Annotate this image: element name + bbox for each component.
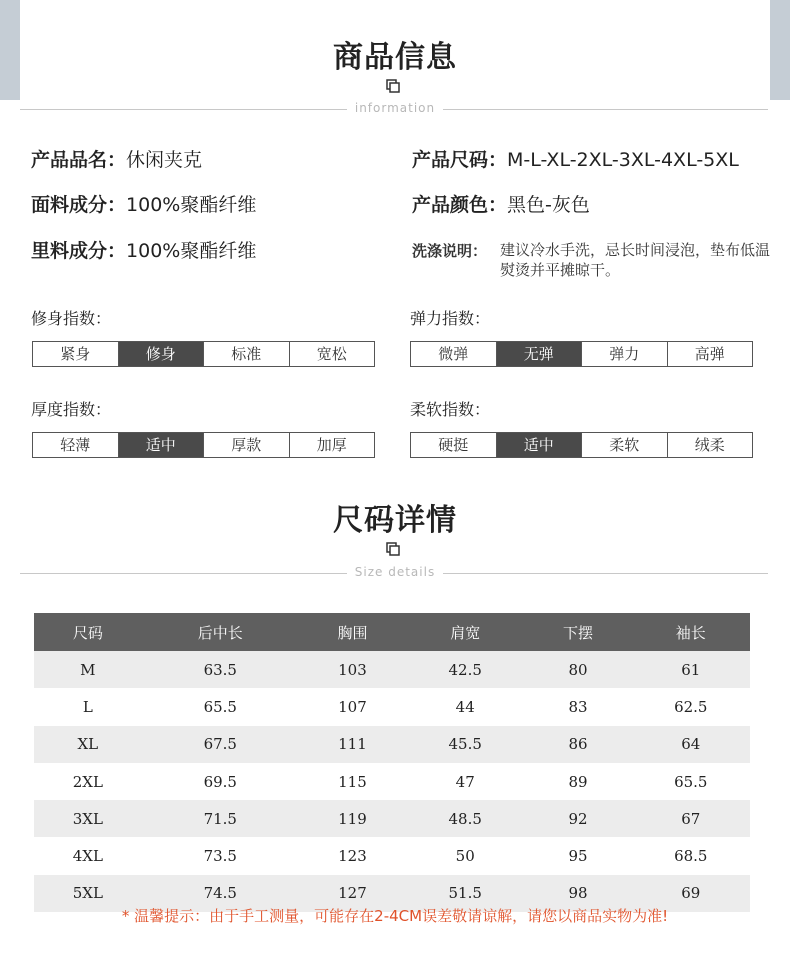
table-row (34, 763, 750, 800)
table-row (34, 800, 750, 837)
section-subtitle: Size details (0, 565, 790, 579)
softness-option: 绒柔 (667, 433, 753, 457)
table-cell: 62.5 (674, 697, 708, 716)
thickness-index-selector (32, 432, 375, 458)
table-cell: 98 (524, 875, 631, 912)
table-cell: 47 (455, 772, 475, 791)
softness-option: 柔软 (581, 433, 667, 457)
product-name-value: 休闲夹克 (126, 149, 203, 171)
table-row (34, 651, 750, 688)
table-header-row (34, 613, 750, 651)
measurement-note: * 温馨提示：由于手工测量，可能存在2-4CM误差敬请谅解，请您以商品实物为准! (121, 907, 669, 925)
color-row (412, 190, 590, 217)
lining-row (31, 236, 256, 263)
lining-value: 100%聚酯纤维 (126, 240, 257, 262)
fit-option: 宽松 (289, 342, 375, 366)
table-cell: 68.5 (674, 847, 708, 866)
copy-icon (386, 542, 400, 556)
table-cell: 50 (455, 847, 475, 866)
table-cell: 69.5 (203, 772, 237, 791)
table-cell: 2XL (72, 772, 103, 791)
product-name-row (31, 145, 202, 172)
table-cell: 83 (568, 697, 588, 716)
softness-index-selector (410, 432, 753, 458)
table-cell: 86 (524, 726, 631, 763)
table-cell: 73.5 (203, 847, 237, 866)
column-header: 下摆 (524, 613, 631, 651)
table-cell: 111 (299, 726, 406, 763)
product-name-label: 产品品名： (31, 149, 127, 171)
table-cell: 44 (455, 697, 475, 716)
column-header: 胸围 (299, 613, 406, 651)
table-cell: 63.5 (142, 651, 299, 688)
product-size-row (412, 145, 739, 172)
table-cell: 103 (299, 651, 406, 688)
thickness-option: 厚款 (203, 433, 289, 457)
table-cell: 127 (299, 875, 406, 912)
thickness-index-label: 厚度指数： (31, 400, 112, 419)
fit-index-selector (32, 341, 375, 367)
product-size-value: M-L-XL-2XL-3XL-4XL-5XL (507, 149, 739, 171)
section-subtitle: information (0, 101, 790, 115)
table-cell: 65.5 (674, 772, 708, 791)
thickness-option-selected: 适中 (118, 433, 204, 457)
elasticity-index-label: 弹力指数： (410, 309, 491, 328)
table-cell: 51.5 (406, 875, 524, 912)
table-cell: M (34, 651, 142, 688)
wash-value: 建议冷水手洗，忌长时间浸泡，垫布低温熨烫并平摊晾干。 (500, 241, 771, 279)
fabric-value: 100%聚酯纤维 (126, 194, 257, 216)
table-cell: 42.5 (406, 651, 524, 688)
color-label: 产品颜色： (412, 194, 508, 216)
softness-option: 硬挺 (438, 436, 469, 454)
table-cell: 3XL (34, 800, 142, 837)
table-cell: 119 (299, 800, 406, 837)
fabric-label: 面料成分： (31, 194, 127, 216)
table-cell: XL (34, 726, 142, 763)
thickness-option: 轻薄 (60, 436, 91, 454)
column-header: 袖长 (632, 613, 750, 651)
table-cell: 61 (632, 651, 750, 688)
table-cell: 67 (632, 800, 750, 837)
table-cell: 80 (524, 651, 631, 688)
product-info-title: 商品信息 (333, 40, 457, 75)
softness-index-label: 柔软指数： (410, 400, 491, 419)
table-cell: 65.5 (203, 697, 237, 716)
table-cell: 4XL (72, 847, 103, 866)
column-header: 尺码 (34, 613, 142, 651)
elasticity-option: 高弹 (667, 342, 753, 366)
fit-option: 紧身 (60, 345, 91, 363)
product-size-label: 产品尺码： (412, 149, 508, 171)
table-cell: 69 (632, 875, 750, 912)
table-cell: 74.5 (142, 875, 299, 912)
fit-index-label: 修身指数： (31, 309, 112, 328)
table-cell: 89 (568, 772, 588, 791)
table-cell: L (82, 697, 93, 716)
lining-label: 里料成分： (31, 240, 127, 262)
elasticity-option: 微弹 (438, 345, 469, 363)
table-cell: 123 (338, 847, 367, 866)
table-cell: 92 (524, 800, 631, 837)
table-cell: 67.5 (142, 726, 299, 763)
column-header: 后中长 (142, 613, 299, 651)
table-row (34, 726, 750, 763)
table-cell: 71.5 (142, 800, 299, 837)
copy-icon (386, 79, 400, 93)
table-cell: 5XL (34, 875, 142, 912)
elasticity-index-selector (410, 341, 753, 367)
size-table (34, 613, 750, 912)
fabric-row (31, 190, 256, 217)
table-cell: 107 (338, 697, 367, 716)
column-header: 肩宽 (406, 613, 524, 651)
thickness-option: 加厚 (289, 433, 375, 457)
table-row (34, 688, 750, 725)
table-cell: 45.5 (406, 726, 524, 763)
wash-label: 洗涤说明： (412, 242, 488, 260)
fit-option-selected: 修身 (118, 342, 204, 366)
elasticity-option: 弹力 (581, 342, 667, 366)
fit-option: 标准 (203, 342, 289, 366)
table-cell: 115 (338, 772, 367, 791)
table-cell: 95 (568, 847, 588, 866)
wash-instructions (412, 240, 772, 280)
table-row (34, 837, 750, 874)
color-value: 黑色-灰色 (507, 194, 590, 216)
size-details-title: 尺码详情 (333, 503, 457, 538)
table-cell: 48.5 (406, 800, 524, 837)
elasticity-option-selected: 无弹 (496, 342, 582, 366)
softness-option-selected: 适中 (496, 433, 582, 457)
table-cell: 64 (632, 726, 750, 763)
